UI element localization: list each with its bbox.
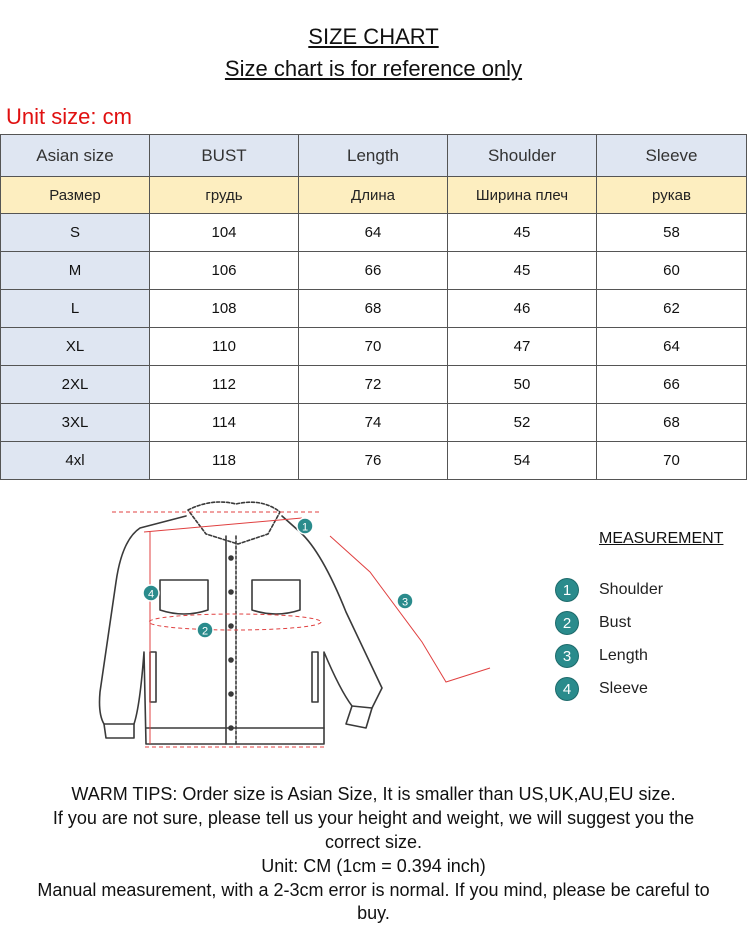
table-cell: 74 — [299, 404, 448, 442]
table-cell: 60 — [597, 252, 747, 290]
table-row — [1, 290, 747, 328]
legend-item-sleeve — [556, 677, 648, 701]
table-cell: 110 — [150, 328, 299, 366]
tips-line-3: correct size. — [324, 832, 423, 852]
table-cell: 47 — [448, 328, 597, 366]
tips-line-5: Manual measurement, with a 2-3cm error is normal. If you mind, please be careful to — [37, 880, 710, 900]
table-cell: 72 — [299, 366, 448, 404]
table-cell: 62 — [597, 290, 747, 328]
badge-2-number: 2 — [201, 625, 209, 638]
jacket-diagram — [90, 492, 510, 762]
legend-item-length — [556, 644, 648, 668]
header-row — [1, 135, 747, 177]
russian-header-cell: рукав — [597, 177, 747, 214]
legend-label: Shoulder — [599, 581, 664, 598]
table-cell: 68 — [299, 290, 448, 328]
table-cell: 64 — [597, 328, 747, 366]
size-cell: S — [1, 214, 150, 252]
russian-header-cell: Размер — [1, 177, 150, 214]
table-cell: 70 — [299, 328, 448, 366]
size-cell: 4xl — [1, 442, 150, 480]
tips-line-4: Unit: CM (1cm = 0.394 inch) — [261, 856, 486, 876]
table-cell: 54 — [448, 442, 597, 480]
table-cell: 106 — [150, 252, 299, 290]
russian-header-row — [1, 177, 747, 214]
header-cell: BUST — [150, 135, 299, 177]
table-row — [1, 442, 747, 480]
table-cell: 108 — [150, 290, 299, 328]
page-title: SIZE CHART — [308, 24, 439, 49]
table-cell: 118 — [150, 442, 299, 480]
size-cell: L — [1, 290, 150, 328]
table-cell: 52 — [448, 404, 597, 442]
legend-item-shoulder — [556, 578, 663, 602]
header-cell: Length — [299, 135, 448, 177]
table-row — [1, 214, 747, 252]
header-cell: Asian size — [1, 135, 150, 177]
header-cell: Sleeve — [597, 135, 747, 177]
legend-label: Bust — [599, 614, 632, 631]
tips-line-1: WARM TIPS: Order size is Asian Size, It is smaller than US,UK,AU,EU size. — [71, 784, 676, 804]
table-cell: 45 — [448, 252, 597, 290]
table-row — [1, 328, 747, 366]
table-cell: 66 — [299, 252, 448, 290]
number-badge-icon: 3 — [556, 645, 578, 667]
table-cell: 66 — [597, 366, 747, 404]
table-cell: 112 — [150, 366, 299, 404]
table-row — [1, 404, 747, 442]
table-cell: 58 — [597, 214, 747, 252]
size-cell: M — [1, 252, 150, 290]
russian-header-cell: грудь — [150, 177, 299, 214]
badge-3-number: 3 — [401, 596, 409, 609]
size-cell: XL — [1, 328, 150, 366]
table-cell: 104 — [150, 214, 299, 252]
table-row — [1, 252, 747, 290]
table-cell: 70 — [597, 442, 747, 480]
size-cell: 2XL — [1, 366, 150, 404]
russian-header-cell: Ширина плеч — [448, 177, 597, 214]
number-badge-icon: 4 — [556, 678, 578, 700]
table-cell: 68 — [597, 404, 747, 442]
badge-4-number: 4 — [147, 588, 155, 601]
table-cell: 46 — [448, 290, 597, 328]
number-badge-icon: 1 — [556, 579, 578, 601]
measure-guides — [112, 512, 490, 747]
legend-label: Length — [599, 647, 648, 664]
diagram-badges — [143, 518, 413, 638]
table-row — [1, 366, 747, 404]
russian-header-cell: Длина — [299, 177, 448, 214]
jacket-outline — [100, 502, 383, 744]
table-cell: 45 — [448, 214, 597, 252]
table-cell: 76 — [299, 442, 448, 480]
unit-label: Unit size: cm — [6, 104, 132, 129]
measurement-title: MEASUREMENT — [599, 530, 724, 547]
table-cell: 114 — [150, 404, 299, 442]
size-cell: 3XL — [1, 404, 150, 442]
table-cell: 64 — [299, 214, 448, 252]
legend-label: Sleeve — [599, 680, 648, 697]
table-cell: 50 — [448, 366, 597, 404]
header-cell: Shoulder — [448, 135, 597, 177]
tips-line-2: If you are not sure, please tell us your height and weight, we will suggest you the — [52, 808, 695, 828]
legend-item-bust — [556, 611, 631, 635]
number-badge-icon: 2 — [556, 612, 578, 634]
size-table — [0, 134, 747, 480]
badge-1-number: 1 — [301, 521, 309, 534]
page-subtitle: Size chart is for reference only — [224, 56, 523, 81]
tips-line-6: buy. — [357, 903, 390, 923]
